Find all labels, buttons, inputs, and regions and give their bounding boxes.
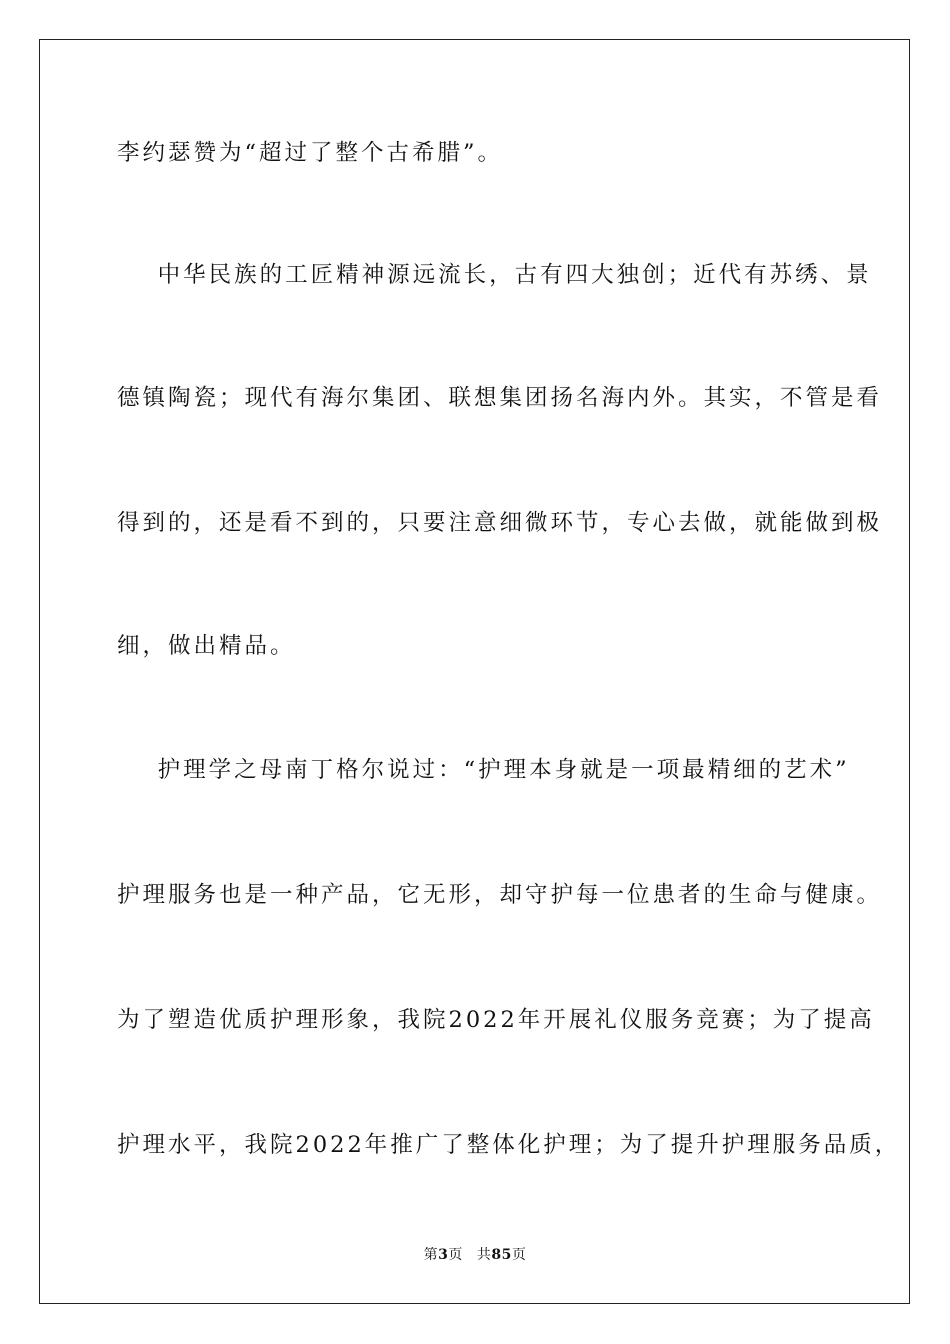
body-text-line: 护理水平，我院2022年推广了整体化护理；为了提升护理服务品质， [117, 1132, 901, 1158]
page-number: 3 [438, 1247, 449, 1263]
body-text-line: 护理学之母南丁格尔说过：“护理本身就是一项最精细的艺术” [117, 757, 850, 783]
total-suffix: 页 [511, 1247, 527, 1263]
page-suffix: 页 [448, 1247, 463, 1263]
page-footer [0, 1246, 950, 1264]
total-prefix: 共 [476, 1247, 492, 1263]
body-text-line: 中华民族的工匠精神源远流长，古有四大独创；近代有苏绣、景 [117, 262, 872, 288]
body-text-line: 得到的，还是看不到的，只要注意细微环节，专心去做，就能做到极 [117, 510, 883, 536]
total-pages: 85 [491, 1247, 512, 1263]
body-text-line: 护理服务也是一种产品，它无形，却守护每一位患者的生命与健康。 [117, 882, 883, 908]
body-text-line: 为了塑造优质护理形象，我院2022年开展礼仪服务竞赛；为了提高 [117, 1007, 875, 1033]
body-text-line: 德镇陶瓷；现代有海尔集团、联想集团扬名海内外。其实，不管是看 [117, 385, 883, 411]
page-frame [39, 39, 910, 1304]
page-prefix: 第 [423, 1247, 439, 1263]
body-text-line: 细，做出精品。 [117, 633, 296, 659]
body-text-line: 李约瑟赞为“超过了整个古希腊”。 [117, 140, 504, 166]
